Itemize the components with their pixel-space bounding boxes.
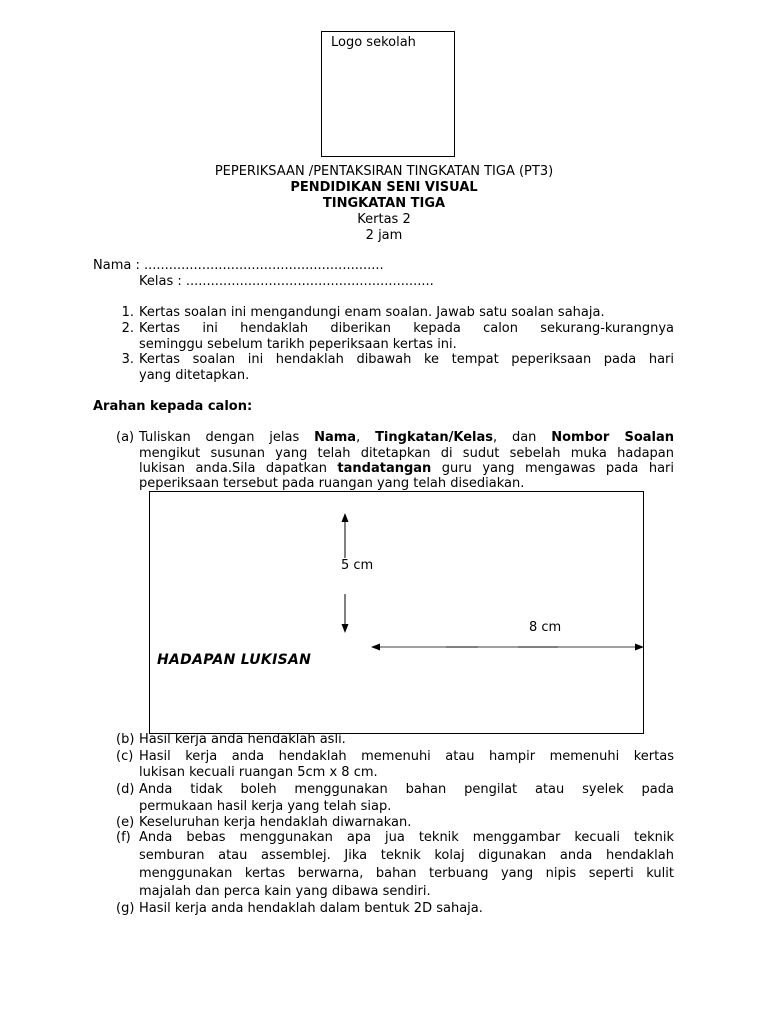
rule-text: Hasil kerja anda hendaklah dalam bentuk 2D sahaja.	[139, 901, 483, 916]
item-label: (a)	[116, 430, 135, 445]
item-a-line-2: mengikut susunan yang telah ditetapkan di sudut sebelah muka hadapan	[139, 446, 674, 461]
instruction-text: Kertas soalan ini mengandungi enam soalan. Jawab satu soalan sahaja.	[139, 305, 605, 320]
width-label: 8 cm	[529, 620, 562, 635]
exam-title: PEPERIKSAAN /PENTAKSIRAN TINGKATAN TIGA (PT3)	[214, 164, 554, 179]
height-label: 5 cm	[341, 558, 374, 573]
item-label: (e)	[116, 815, 135, 830]
drawing-front-caption: HADAPAN LUKISAN	[157, 652, 312, 668]
rule-text: Hasil kerja anda hendaklah memenuhi atau hampir memenuhi kertas	[139, 749, 674, 764]
rule-text: lukisan kecuali ruangan 5cm x 8 cm.	[139, 765, 378, 780]
name-field: Nama : ..........................................................	[93, 258, 384, 273]
school-logo-placeholder	[321, 31, 455, 157]
rule-text: Keseluruhan kerja hendaklah diwarnakan.	[139, 815, 412, 830]
instruction-number: 2.	[121, 321, 134, 336]
class-field: Kelas : ............................................................	[139, 274, 434, 289]
item-label: (g)	[116, 901, 135, 916]
paper-number: Kertas 2	[357, 212, 411, 227]
level-title: TINGKATAN TIGA	[322, 196, 446, 211]
duration: 2 jam	[365, 228, 403, 243]
rule-text: semburan atau assemblej. Jika teknik kolaj digunakan anda hendaklah	[139, 848, 674, 863]
rule-text: majalah dan perca kain yang dibawa sendiri.	[139, 884, 431, 899]
instruction-number: 1.	[121, 305, 134, 320]
logo-label: Logo sekolah	[331, 35, 416, 50]
item-a-line-1: Tuliskan dengan jelas Nama, Tingkatan/Kelas, dan Nombor Soalan	[139, 430, 675, 445]
candidate-instructions-heading: Arahan kepada calon:	[93, 399, 253, 414]
rule-text: permukaan hasil kerja yang telah siap.	[139, 799, 392, 814]
instruction-text: yang ditetapkan.	[139, 368, 250, 383]
rule-text: Anda tidak boleh menggunakan bahan pengilat atau syelek pada	[139, 782, 674, 797]
item-a-line-4: peperiksaan tersebut pada ruangan yang telah disediakan.	[139, 476, 525, 491]
instruction-number: 3.	[121, 352, 134, 367]
rule-text: menggunakan kertas berwarna, bahan terbuang yang nipis seperti kulit	[139, 866, 674, 881]
instruction-text: Kertas ini hendaklah diberikan kepada calon sekurang-kurangnya	[139, 321, 674, 336]
item-label: (f)	[116, 830, 131, 845]
instruction-text: Kertas soalan ini hendaklah dibawah ke tempat peperiksaan pada hari	[139, 352, 674, 367]
instruction-text: seminggu sebelum tarikh peperiksaan kertas ini.	[139, 337, 457, 352]
item-label: (d)	[116, 782, 135, 797]
item-label: (b)	[116, 732, 135, 747]
subject-title: PENDIDIKAN SENI VISUAL	[290, 180, 478, 195]
dimension-arrows	[150, 492, 645, 735]
item-label: (c)	[116, 749, 134, 764]
item-a-line-3: lukisan anda.Sila dapatkan tandatangan guru yang mengawas pada hari	[139, 461, 674, 476]
rule-text: Hasil kerja anda hendaklah asli.	[139, 732, 346, 747]
rule-text: Anda bebas menggunakan apa jua teknik menggambar kecuali teknik	[139, 830, 674, 845]
drawing-front-diagram	[149, 491, 644, 734]
